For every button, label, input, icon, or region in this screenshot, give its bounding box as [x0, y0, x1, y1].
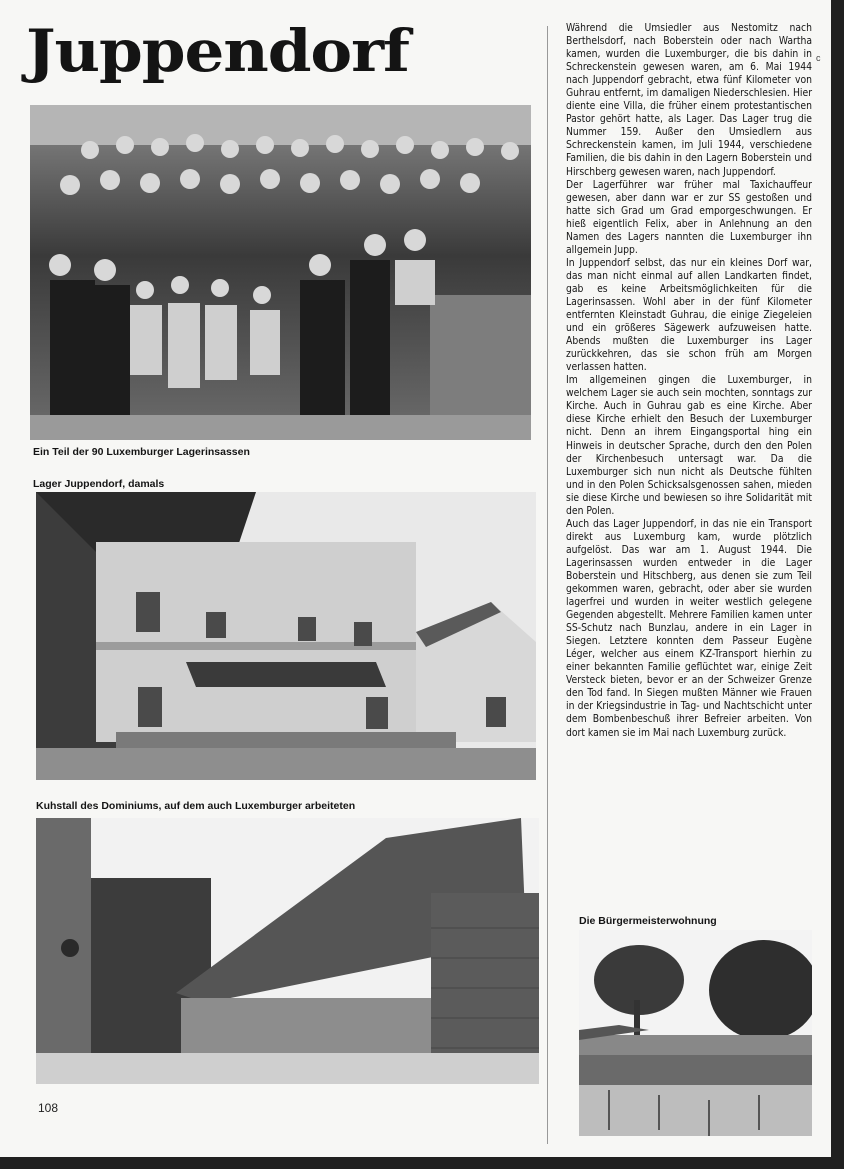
article-text-column	[566, 22, 812, 740]
column-divider	[547, 26, 548, 1144]
camp-villa-photo	[36, 492, 536, 780]
camp-photo-caption: Lager Juppendorf, damals	[33, 478, 165, 490]
barn-photo-caption: Kuhstall des Dominiums, auf dem auch Luxemburger arbeiteten	[36, 800, 356, 812]
page-number: 108	[38, 1101, 59, 1115]
mayor-photo-caption: Die Bürgermeisterwohnung	[579, 915, 717, 927]
paragraph: Während die Umsiedler aus Nestomitz nach Berthelsdorf, nach Boberstein oder nach Wartha kamen, wurden die Luxemburger, die bis dahin in Schreckenstein gewesen waren, am 6. Mai 1944 nach Juppendorf gebracht, etwa fünf Kilometer von Guhrau entfernt, im damaligen Niederschlesien. Hier diente eine Villa, die früher einem protestantischen Pastor gehört hatte, als Lager. Das Lager trug die Nummer 159. Außer den Umsiedlern aus Schreckenstein kamen, im Juli 1944, verschiedene Familien, die bis dahin in den Lagern Boberstein und Hirschberg gewesen waren, nach Juppendorf.	[566, 22, 812, 178]
barn-photo	[36, 818, 539, 1084]
scan-edge-right	[831, 0, 844, 1169]
paragraph: Auch das Lager Juppendorf, in das nie ein Transport direkt aus Luxemburg kam, wurde plötzlich aufgelöst. Das war am 1. August 1944. Die Lagerinsassen wurden entweder in die Lager Boberstein und Hitschberg, aus denen sie zum Teil gekommen waren, gebracht, oder aber sie wurden lagerfrei und wurden in weiter westlich gelegene Gegenden abgestellt. Mehrere Familien kamen unter SS-Schutz nach Bunzlau, andere in ein Lager in Siegen. Letztere konnten dem Passeur Eugène Léger, welcher aus einem KZ-Transport hierhin zu einer bekannten Familie geflüchtet war, einige Zeit Versteck bieten, bevor er an der Schweizer Grenze den Tod fand. In Siegen mußten Männer wie Frauen in der Kriegsindustrie in Tag- und Nachtschicht unter dem Bombenbeschuß ihrer Befreier arbeiten. Von dort kamen sie im Mai nach Luxemburg zurück.	[566, 517, 812, 739]
article-title: Juppendorf	[26, 17, 409, 85]
paragraph: In Juppendorf selbst, das nur ein kleines Dorf war, das man nicht einmal auf allen Landkarten findet, gab es keine Arbeitsmöglichkeiten für die Lagerinsassen. Wohl aber in der fünf Kilometer entfernten Kleinstadt Guhrau, die einige Ziegeleien und ein größeres Sägewerk aufzuweisen hatte. Abends mußten die Luxemburger ins Lager zurückkehren, das sie schon früh am Morgen verlassen hatten.	[566, 256, 812, 374]
scan-edge-bottom	[0, 1157, 844, 1169]
paragraph: Im allgemeinen gingen die Luxemburger, in welchem Lager sie auch sein mochten, sonntags zur Kirche. Auch in Guhrau gab es eine Kirche. Aber diese Kirche erhielt den Besuch der Luxemburger nicht. Denn an ihrem Eingangsportal hing ein Hinweis in deutscher Sprache, durch den den Polen der Kirchenbesuch untersagt war. Da die Luxemburger sich nun nicht als Deutsche fühlten und in den Polen Schicksalsgenossen sahen, mieden sie diese Kirche und bewiesen so ihre Solidarität mit den Polen.	[566, 374, 812, 517]
paragraph: Der Lagerführer war früher mal Taxichauffeur gewesen, aber dann war er zur SS gestoßen und hatte sich Grad um Grad emporgeschwungen. Er hieß eigentlich Felix, aber in Anlehnung an den Namen des Lagers nannten die Luxemburger ihn allgemein Jupp.	[566, 178, 812, 256]
mayor-house-photo	[579, 930, 812, 1136]
group-photo	[30, 105, 531, 440]
group-photo-caption: Ein Teil der 90 Luxemburger Lagerinsassen	[33, 446, 250, 458]
margin-mark: c	[816, 53, 821, 63]
